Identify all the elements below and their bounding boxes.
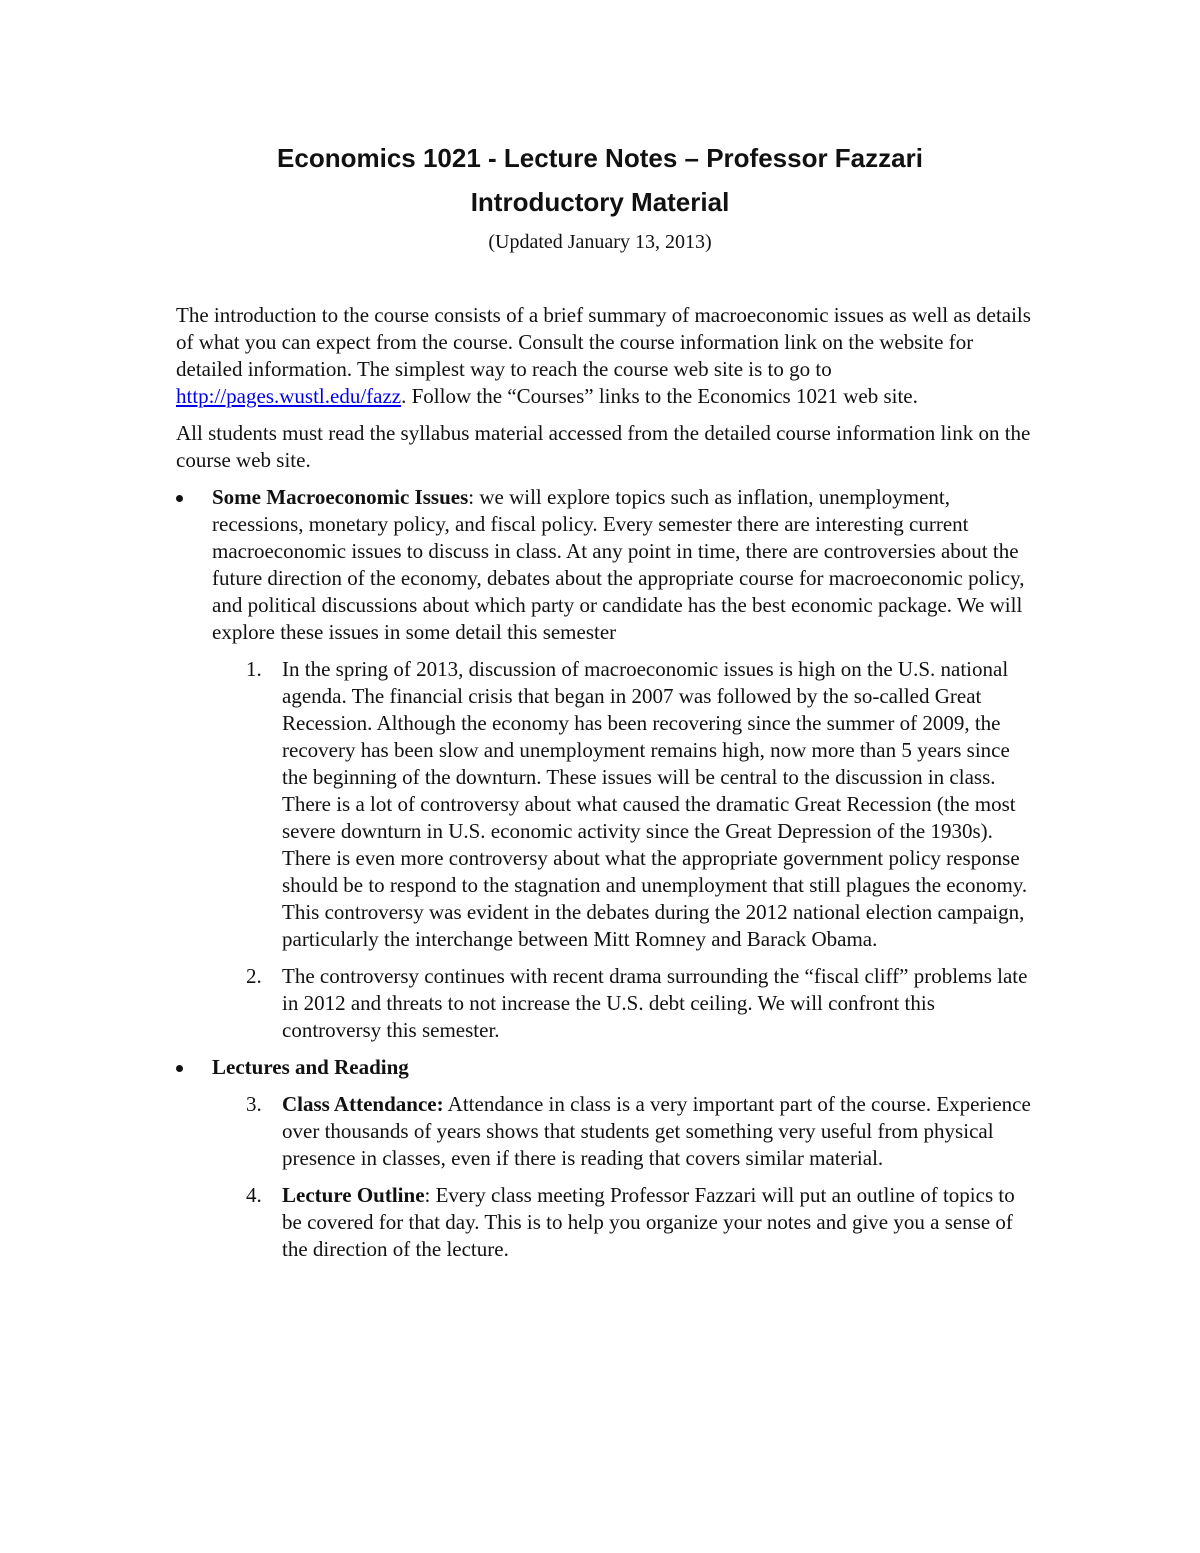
course-website-link[interactable]: http://pages.wustl.edu/fazz (176, 384, 402, 408)
list-item-number: 4. (246, 1183, 262, 1207)
list-item-text: Attendance in class is a very important part of the course. Experience over thousands of years shows that students get something very useful from physical presence in classes, even if there is reading that covers similar material. (282, 1092, 1031, 1170)
list-item (212, 1182, 1036, 1263)
list-item (212, 656, 1036, 953)
document-title: Economics 1021 - Lecture Notes – Professor Fazzari (277, 143, 923, 173)
section-title: Some Macroeconomic Issues (212, 485, 469, 509)
section-macroeconomic-issues (176, 484, 1036, 1044)
document-subtitle: Introductory Material (470, 187, 730, 217)
section-text: we will explore topics such as inflation, unemployment, recessions, monetary policy, and fiscal policy. Every semester there are interesting current macroeconomic issues to discuss in class. At any point in time, there are controversies about the future direction of the economy, debates about the appropriate course for macroeconomic policy, and political discussions about which party or candidate has the best economic package. We will explore these issues in some detail this semester (212, 485, 1025, 644)
bullet-icon (176, 495, 183, 502)
updated-date: (Updated January 13, 2013) (488, 231, 712, 253)
intro-text-before-link: The introduction to the course consists of a brief summary of macroeconomic issues as well as details of what you can expect from the course. Consult the course information link on the website for detailed information. The simplest way to reach the course web site is to go to (176, 303, 1031, 381)
bullet-icon (176, 1065, 183, 1072)
section-list (176, 484, 1036, 1263)
section-lectures-and-reading (176, 1054, 1036, 1263)
intro-paragraph (176, 302, 1036, 410)
document-body (176, 302, 1036, 1273)
section-separator: : (468, 485, 480, 509)
section-title: Lectures and Reading (212, 1055, 409, 1079)
list-item (212, 963, 1036, 1044)
list-item-number: 1. (246, 657, 262, 681)
intro-text-after-link: . Follow the “Courses” links to the Economics 1021 web site. (401, 384, 918, 408)
numbered-list (212, 1091, 1036, 1263)
list-item-text: The controversy continues with recent drama surrounding the “fiscal cliff” problems late in 2012 and threats to not increase the U.S. debt ceiling. We will confront this controversy this semester. (282, 964, 1028, 1042)
list-item-number: 2. (246, 964, 262, 988)
list-item (212, 1091, 1036, 1172)
list-item-text: : Every class meeting Professor Fazzari will put an outline of topics to be covered for that day. This is to help you organize your notes and give you a sense of the direction of the lecture. (282, 1183, 1015, 1261)
list-item-text: In the spring of 2013, discussion of macroeconomic issues is high on the U.S. national agenda. The financial crisis that began in 2007 was followed by the so-called Great Recession. Although the economy has been recovering since the summer of 2009, the recovery has been slow and unemployment remains high, now more than 5 years since the beginning of the downturn. These issues will be central to the discussion in class. There is a lot of controversy about what caused the dramatic Great Recession (the most severe downturn in U.S. economic activity since the Great Depression of the 1930s). There is even more controversy about what the appropriate government policy response should be to respond to the stagnation and unemployment that still plagues the economy. This controversy was evident in the debates during the 2012 national election campaign, particularly the interchange between Mitt Romney and Barack Obama. (282, 657, 1028, 951)
list-item-number: 3. (246, 1092, 262, 1116)
list-item-label: Class Attendance: (282, 1092, 444, 1116)
syllabus-paragraph: All students must read the syllabus material accessed from the detailed course information link on the course web site. (176, 421, 1031, 472)
numbered-list (212, 656, 1036, 1044)
list-item-label: Lecture Outline (282, 1183, 425, 1207)
